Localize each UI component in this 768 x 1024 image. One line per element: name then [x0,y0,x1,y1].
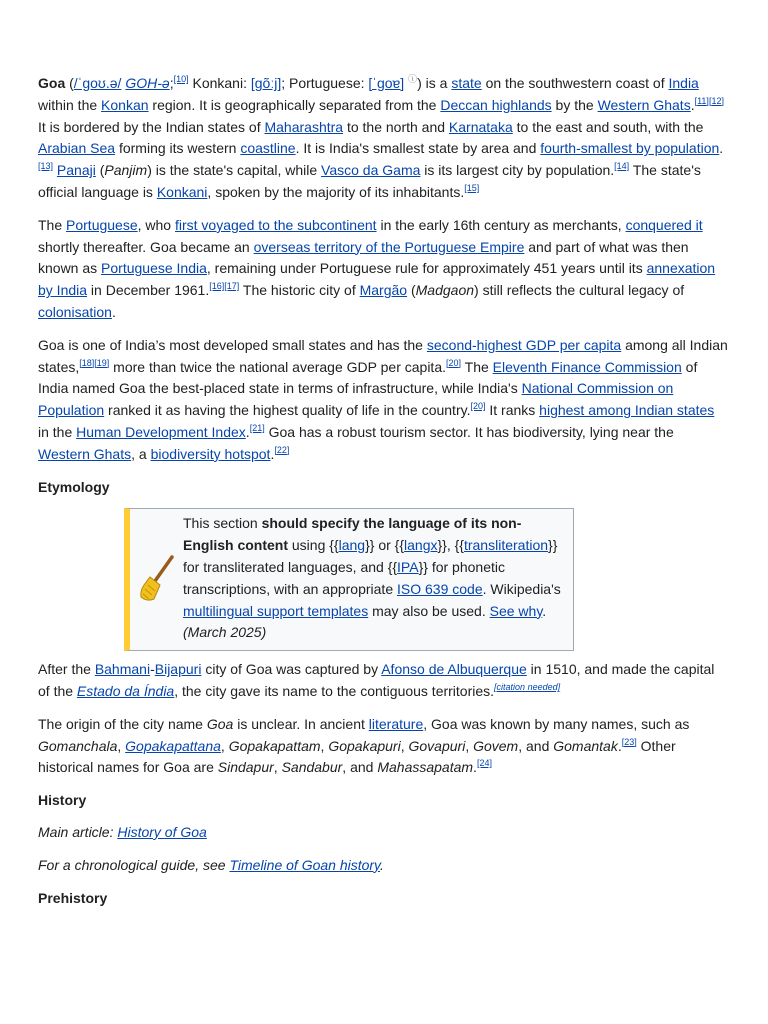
italic-text: Goa [206,715,234,732]
article-title-bold: Goa [38,75,66,91]
intro-paragraph-2: The Portuguese, who first voyaged to the subcontinent in the early 16th century as merchants, conquered it shortly thereafter. Goa became an overseas territory of the Portuguese Empire and part of what was then known as Portuguese India, remaining under Portuguese rule for approximately 451 years until its annexation by India in December 1961.[16][17] The historic city of Margão (Madgaon) still reflects the cultural legacy of colonisation. [38,216,716,320]
citation-needed[interactable] [494,682,560,692]
text: by the [551,96,598,113]
citation-13[interactable] [38,161,53,171]
text: . [111,303,116,320]
text: region. It is geographically separated from the [148,96,441,113]
link-vasco-da-gama[interactable]: Vasco da Gama [321,162,421,179]
italic-text: Gomanchala [38,737,118,754]
intro-paragraph-1: Goa (/ˈɡoʊ.ə/ GOH-ə;[10] Konkani: [ɡõːj]; Portuguese: [ˈɡoɐ] ⓘ) is a state on the southwestern coast of India within the Konkan region. It is geographically separated from the Deccan highlands by the Western Ghats.[11][12] It is bordered by the Indian states of Maharashtra to the north and Karnataka to the east and south, with the Arabian Sea forming its western coastline. It is India's smallest state by area and fourth-smallest by population.[13] Panaji (Panjim) is the state's capital, while Vasco da Gama is its largest city by population.[14] The state's official language is Konkani, spoken by the majority of its inhabitants.[15] [38,74,724,200]
citation-link[interactable]: [24] [476,758,492,769]
citation-link[interactable]: [19] [94,357,110,368]
text: ; Portuguese: [281,75,369,91]
link-lang-template[interactable]: lang [338,537,366,554]
text: Konkani: [192,75,251,91]
text: ) is the state's capital, while [147,162,322,179]
link-estado-da-india[interactable] [77,683,174,699]
citation-20b[interactable] [470,401,485,411]
language-notice-box [124,508,574,651]
link-history-of-goa[interactable]: History of Goa [117,823,207,840]
italic-text: Gopakapattana [125,737,221,754]
italic-text: Gomantak [553,737,618,754]
citation-link[interactable]: [22] [274,444,290,455]
link-national-commission-population[interactable]: National Commission on Population [38,380,674,419]
link-western-ghats-2[interactable]: Western Ghats [38,445,132,462]
notice-text [183,513,565,644]
text: After the [38,661,95,678]
text: Main article: [38,823,118,840]
text: }} or {{ [365,537,405,554]
text: It is bordered by the Indian states of [38,118,265,135]
heading-history: History [38,792,87,809]
text: and part of what was then known as [38,238,689,277]
link-eleventh-finance-commission[interactable]: Eleventh Finance Commission [492,358,682,375]
link-bahmani[interactable]: Bahmani [94,661,151,678]
text: in 1510, and made the capital of the [38,661,715,699]
link-fourth-smallest[interactable]: fourth-smallest by population [540,140,720,157]
text: using {{ [288,537,339,554]
text: , the city gave its name to the contiguous territories. [174,682,495,699]
link-state[interactable]: state [451,75,482,91]
main-article-hatnote [38,822,728,844]
text: is its largest city by population. [420,162,615,179]
citation-18[interactable] [79,358,109,368]
text: }} for phonetic transcriptions, with an appropriate [183,558,505,597]
intro-paragraph-3: Goa is one of India’s most developed small states and has the second-highest GDP per capita among all Indian states,[18][19] more than twice the national average GDP per capita.[20] The Eleventh Finance Commission of India named Goa the best-placed state in terms of infrastructure, while India's National Commission on Population ranked it as having the highest quality of life in the country.[20] It ranks highest among Indian states in the Human Development Index.[21] Goa has a robust tourism sector. It has biodiversity, lying near the Western Ghats, a biodiversity hotspot.[22] [38,336,728,462]
citation-needed-link[interactable] [494,682,560,692]
italic-text: Gopakapuri [328,737,401,754]
link-colonisation[interactable]: colonisation [38,303,112,320]
link-biodiversity-hotspot[interactable]: biodiversity hotspot [150,445,271,462]
link-langx-template[interactable]: langx [404,537,438,554]
citation-link[interactable]: [20] [446,357,462,368]
citation-link[interactable]: [23] [621,736,637,747]
text: , [320,737,329,754]
citation-15[interactable] [464,183,479,193]
citation-link[interactable]: [10] [173,74,189,84]
link-conquered[interactable]: conquered it [625,216,703,233]
italic-text: Panjim [104,162,148,179]
citation-14[interactable] [614,161,629,171]
konkani-ipa-link[interactable]: [ɡõːj] [250,75,282,91]
text: . It is India's smallest state by area and [295,140,541,157]
text: in the early 16th century as merchants, [376,216,626,233]
text: ) is a [417,75,452,91]
text: . [380,856,384,873]
text: It ranks [485,402,540,419]
audio-icon[interactable]: ⓘ [408,74,418,84]
text: to the east and south, with the [512,118,704,135]
text: . [270,445,275,462]
text: , Goa was known by many names, such as [423,715,690,732]
link-konkani[interactable]: Konkani [156,183,208,200]
portuguese-ipa-link[interactable]: [ˈɡoɐ] [368,75,405,91]
citation-24[interactable] [477,758,492,768]
citation-link[interactable]: [15] [464,182,480,193]
citation-link[interactable]: [21] [249,422,265,433]
etymology-paragraph-1 [38,659,728,703]
text: , [220,737,229,754]
text: , spoken by the majority of its inhabitants. [207,183,465,200]
link-iso-639[interactable]: ISO 639 code [397,580,483,597]
italic-text: Govem [473,737,519,754]
citation-20[interactable] [446,358,461,368]
citation-link[interactable]: [12] [708,95,724,106]
italic-text: [citation needed] [494,681,561,692]
link-highest-among-states[interactable]: highest among Indian states [539,402,715,419]
text: , and [518,737,554,754]
link-deccan-highlands[interactable]: Deccan highlands [440,96,552,113]
link-coastline[interactable]: coastline [240,140,296,157]
citation-21[interactable] [250,423,265,433]
citation-link[interactable]: [16] [209,281,225,292]
text: - [150,661,155,678]
text: ( [69,75,74,91]
text: in the [38,423,77,440]
respelling-text: GOH-ə [125,75,170,91]
text: is unclear. In ancient [233,715,369,732]
link-panaji[interactable]: Panaji [56,162,96,179]
citation-link[interactable]: [20] [470,401,486,412]
text: , [465,737,474,754]
italic-text: Gopakapattam [228,737,321,754]
text: , [273,759,282,776]
text: . [617,737,622,754]
text: may also be used. [368,602,490,619]
text: The [38,216,67,233]
heading-prehistory: Prehistory [38,889,108,906]
text: ranked it as having the highest quality of life in the country. [104,402,471,419]
citation-link[interactable]: [14] [614,161,630,172]
link-afonso-de-albuquerque[interactable]: Afonso de Albuquerque [381,661,527,678]
respelling-link[interactable] [125,75,169,91]
link-india[interactable]: India [668,75,699,91]
heading-etymology: Etymology [38,478,110,495]
citation-link[interactable]: [11] [694,95,709,106]
etymology-paragraph-2 [38,714,728,779]
text: city of Goa was captured by [201,661,382,678]
text: The state's official language is [38,162,701,200]
broom-icon [138,555,178,603]
link-western-ghats[interactable]: Western Ghats [597,96,691,113]
text: . [473,759,477,776]
text: Goa is one of India’s most developed small states and has the [38,336,427,353]
italic-text: Madgaon [415,282,475,299]
text: ) still reflects the cultural legacy of [474,282,685,299]
text: , and [342,759,378,776]
text: This section [183,515,262,532]
link-timeline-goan-history[interactable]: Timeline of Goan history [229,856,381,873]
italic-text: Govapuri [408,737,466,754]
link-first-voyaged[interactable]: first voyaged to the subcontinent [174,216,377,233]
text: , remaining under Portuguese rule for approximately 451 years until its [206,260,647,277]
link-bijapuri[interactable]: Bijapuri [154,661,202,678]
text: , a [131,445,151,462]
timeline-hatnote [38,855,728,877]
text: }} for transliterated languages, and {{ [183,537,558,575]
italic-text: Sandabur [281,759,343,776]
text: The [461,358,493,375]
notice-date: (March 2025) [183,624,267,641]
link-portuguese[interactable]: Portuguese [66,216,138,233]
text: Other historical names for Goa are [38,737,676,776]
link-overseas-territory[interactable]: overseas territory of the Portuguese Empire [253,238,525,255]
link-see-why[interactable]: See why [489,602,543,619]
text: on the southwestern coast of [481,75,669,91]
text: The origin of the city name [38,715,207,732]
text: to the north and [343,118,449,135]
text: For a chronological guide, see [38,856,230,873]
text: in December 1961. [87,282,210,299]
link-konkan[interactable]: Konkan [101,96,149,113]
link-transliteration-template[interactable]: transliteration [463,537,549,554]
link-portuguese-india[interactable]: Portuguese India [101,260,207,277]
italic-text: Mahassapatam [377,759,474,776]
citation-11[interactable] [695,96,724,106]
link-karnataka[interactable]: Karnataka [448,118,513,135]
text: . Wikipedia's [482,580,561,597]
citation-link[interactable]: [18] [79,357,95,368]
italic-text: Sindapur [217,759,274,776]
text: shortly thereafter. Goa became an [38,238,254,255]
citation-22[interactable] [274,445,289,455]
text: more than twice the national average GDP per capita. [109,358,446,375]
link-gopakapattana[interactable] [125,738,221,754]
link-literature[interactable]: literature [368,715,424,732]
link-ipa-template[interactable]: IPA [397,558,419,575]
citation-10[interactable] [174,74,189,84]
ipa-link[interactable]: /ˈɡoʊ.ə/ [73,75,122,91]
citation-link[interactable]: [17] [224,281,240,292]
link-multilingual-templates[interactable]: multilingual support templates [183,602,369,619]
citation-23[interactable] [622,737,637,747]
italic-text: Estado da Índia [76,682,175,699]
link-arabian-sea[interactable]: Arabian Sea [38,140,116,157]
text: forming its western [115,140,241,157]
article-content [38,73,728,919]
link-maharashtra[interactable]: Maharashtra [264,118,344,135]
text: , who [137,216,175,233]
text: Goa has a robust tourism sector. It has biodiversity, lying near the [264,423,674,440]
citation-link[interactable]: [13] [38,161,54,172]
notice-bold-text: should specify the language of its non-English content [183,515,522,554]
text: The historic city of [239,282,360,299]
link-margao[interactable]: Margão [359,282,408,299]
link-gdp-per-capita[interactable]: second-highest GDP per capita [426,336,622,353]
text: , [117,737,126,754]
link-hdi[interactable]: Human Development Index [76,423,246,440]
text: . [542,602,547,619]
link-annexation[interactable]: annexation by India [38,260,716,299]
text: within the [38,96,102,113]
text: , [400,737,409,754]
citation-16[interactable] [209,281,239,291]
text: of India named Goa the best-placed state in terms of infrastructure, while India's [38,358,698,397]
text: among all Indian states, [38,336,728,375]
text: }}, {{ [437,537,464,554]
